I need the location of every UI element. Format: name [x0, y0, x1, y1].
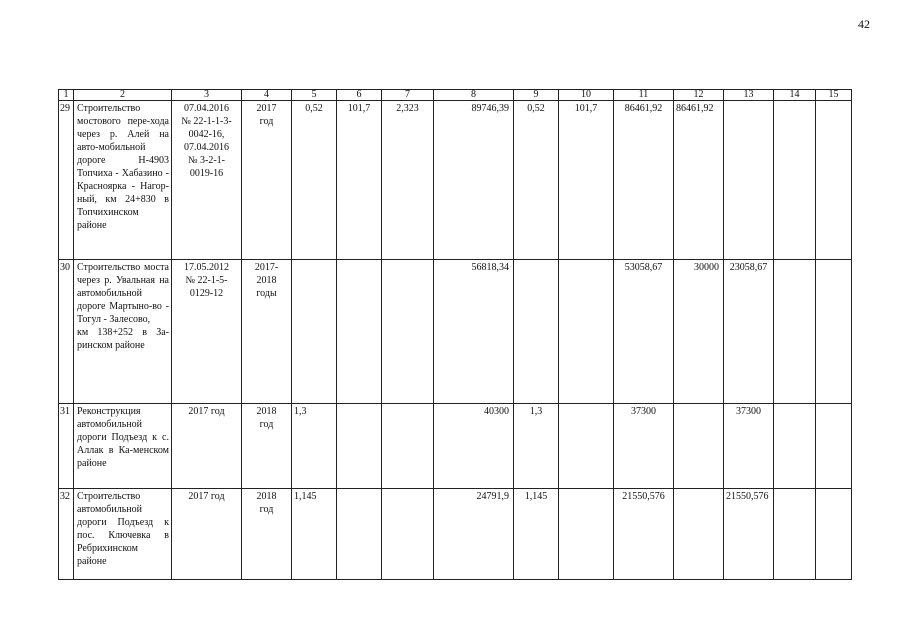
- value-cell: [382, 489, 434, 580]
- value-cell: 86461,92: [614, 101, 674, 260]
- data-table: [58, 89, 852, 580]
- value-cell: [774, 404, 816, 489]
- value-cell: [674, 489, 724, 580]
- value-cell: [337, 404, 382, 489]
- value-cell: [774, 260, 816, 404]
- value-cell: 86461,92: [674, 101, 724, 260]
- header-cell: 14: [774, 90, 816, 101]
- year-cell: 2018 год: [242, 489, 292, 580]
- header-cell: 7: [382, 90, 434, 101]
- year-cell: 2017 год: [242, 101, 292, 260]
- value-cell: [816, 404, 852, 489]
- value-cell: [559, 404, 614, 489]
- value-cell: [559, 489, 614, 580]
- row-number: 29: [59, 101, 74, 260]
- row-number: 30: [59, 260, 74, 404]
- header-cell: 9: [514, 90, 559, 101]
- value-cell: 101,7: [559, 101, 614, 260]
- value-cell: 101,7: [337, 101, 382, 260]
- value-cell: 23058,67: [724, 260, 774, 404]
- object-name: Строительство автомобильной дороги Подъезд к пос. Ключевка в Ребрихинском районе: [74, 489, 172, 580]
- value-cell: 89746,39: [434, 101, 514, 260]
- value-cell: 40300: [434, 404, 514, 489]
- page-number: 42: [858, 17, 870, 31]
- value-cell: 1,3: [292, 404, 337, 489]
- value-cell: 37300: [724, 404, 774, 489]
- year-cell: 2018 год: [242, 404, 292, 489]
- value-cell: 1,145: [292, 489, 337, 580]
- value-cell: 56818,34: [434, 260, 514, 404]
- value-cell: 0,52: [514, 101, 559, 260]
- value-cell: [382, 404, 434, 489]
- header-cell: 2: [74, 90, 172, 101]
- value-cell: [816, 489, 852, 580]
- value-cell: 21550,576: [614, 489, 674, 580]
- value-cell: [337, 260, 382, 404]
- document-ref: 17.05.2012 № 22-1-5- 0129-12: [172, 260, 242, 404]
- value-cell: 24791,9: [434, 489, 514, 580]
- value-cell: [382, 260, 434, 404]
- value-cell: [674, 404, 724, 489]
- value-cell: 30000: [674, 260, 724, 404]
- value-cell: [724, 101, 774, 260]
- header-cell: 11: [614, 90, 674, 101]
- value-cell: 1,3: [514, 404, 559, 489]
- header-cell: 4: [242, 90, 292, 101]
- header-cell: 8: [434, 90, 514, 101]
- object-name: Строительство моста через р. Увальная на автомобильной дороге Мартыно-во - Тогул - Залесово, км 138+252 в За-ринском районе: [74, 260, 172, 404]
- value-cell: [816, 101, 852, 260]
- year-cell: 2017- 2018 годы: [242, 260, 292, 404]
- object-name: Реконструкция автомобильной дороги Подъезд к с. Аллак в Ка-менском районе: [74, 404, 172, 489]
- document-ref: 2017 год: [172, 489, 242, 580]
- value-cell: 1,145: [514, 489, 559, 580]
- table-row: [59, 404, 852, 489]
- table-row: [59, 489, 852, 580]
- header-cell: 15: [816, 90, 852, 101]
- table-row: [59, 101, 852, 260]
- header-cell: 10: [559, 90, 614, 101]
- document-ref: 07.04.2016 № 22-1-1-3- 0042-16, 07.04.2016 № 3-2-1- 0019-16: [172, 101, 242, 260]
- value-cell: 53058,67: [614, 260, 674, 404]
- header-cell: 5: [292, 90, 337, 101]
- header-cell: 1: [59, 90, 74, 101]
- document-ref: 2017 год: [172, 404, 242, 489]
- header-cell: 12: [674, 90, 724, 101]
- row-number: 32: [59, 489, 74, 580]
- row-number: 31: [59, 404, 74, 489]
- value-cell: [816, 260, 852, 404]
- value-cell: 0,52: [292, 101, 337, 260]
- value-cell: 21550,576: [724, 489, 774, 580]
- value-cell: 2,323: [382, 101, 434, 260]
- table-row: [59, 260, 852, 404]
- value-cell: [514, 260, 559, 404]
- value-cell: [292, 260, 337, 404]
- header-cell: 13: [724, 90, 774, 101]
- header-cell: 3: [172, 90, 242, 101]
- value-cell: [337, 489, 382, 580]
- value-cell: [559, 260, 614, 404]
- object-name: Строительство мостового пере-хода через р. Алей на авто-мобильной дороге Н-4903 Топчиха - Хабазино - Красноярка - Нагор-ный, км 24+830 в Топчихинском районе: [74, 101, 172, 260]
- value-cell: [774, 101, 816, 260]
- value-cell: 37300: [614, 404, 674, 489]
- value-cell: [774, 489, 816, 580]
- header-cell: 6: [337, 90, 382, 101]
- header-row: [59, 90, 852, 101]
